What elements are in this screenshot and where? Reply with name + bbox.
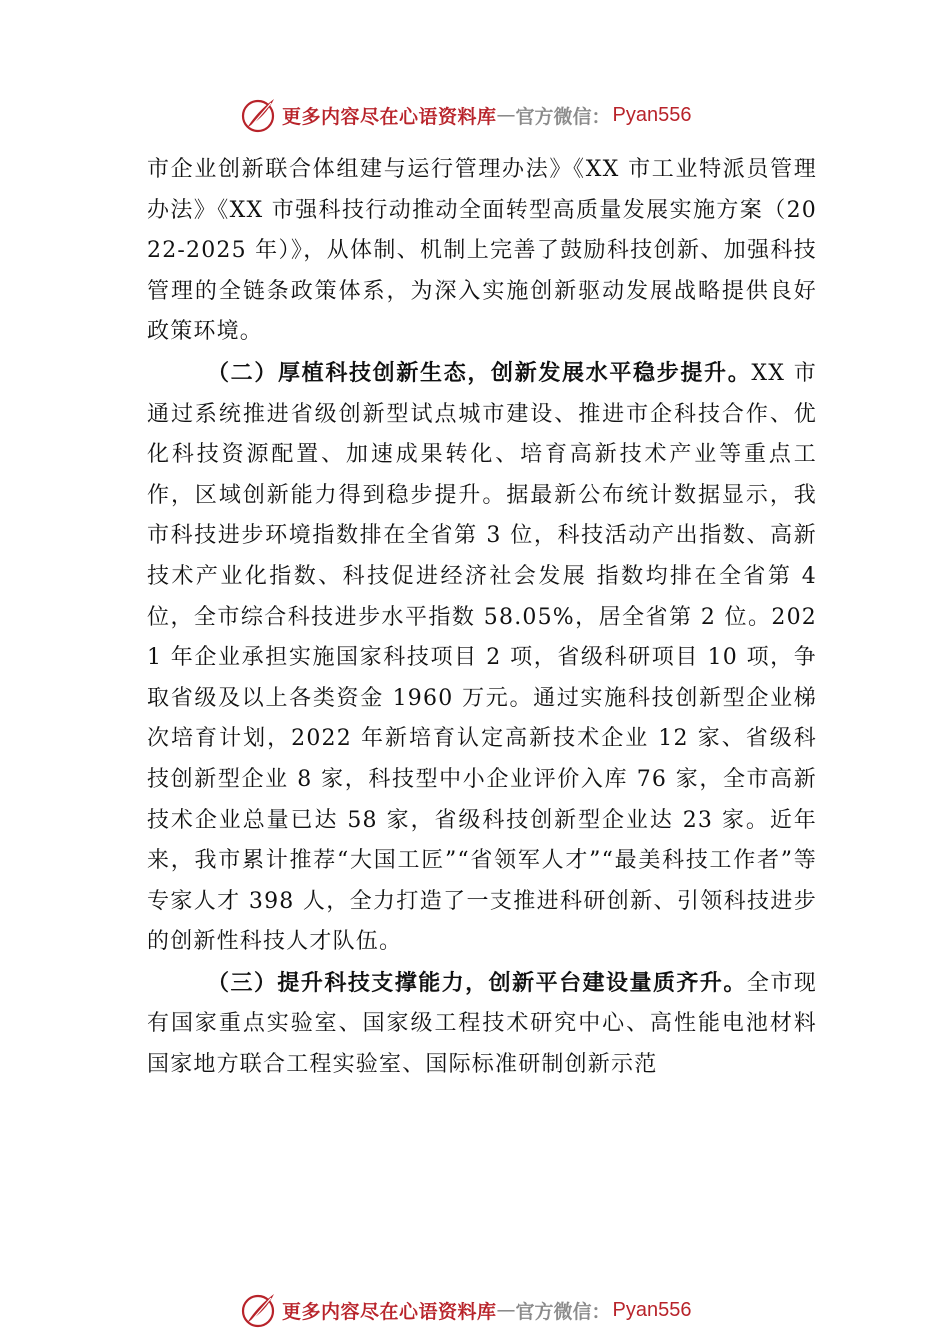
banner-dash: — <box>496 104 516 126</box>
paragraph-3-text: 全市现有国家重点实验室、国家级工程技术研究中心、高性能电池材料国家地方联合工程实验室、国际标准研制创新示范 <box>147 970 817 1078</box>
quill-logo-icon <box>238 1290 278 1330</box>
paragraph-2-heading: （二）厚植科技创新生态，创新发展水平稳步提升。 <box>207 359 752 386</box>
paragraph-3 <box>147 963 817 1086</box>
paragraph-2-text: XX 市通过系统推进省级创新型试点城市建设、推进市企科技合作、优化科技资源配置、加速成果转化、培育高新技术产业等重点工作，区域创新能力得到稳步提升。据最新公布统计数据显示，我市科技进步环境指数排在全省第 3 位，科技活动产出指数、高新技术产业化指数、科技促进经济社会发展 指数均排在全省第 4 位，全市综合科技进步水平指数 58.05%，居全省第 2 位。2021 年企业承担实施国家科技项目 2 项，省级科研项目 10 项，争取省级及以上各类资金 1960 万元。通过实施科技创新型企业梯次培育计划，2022 年新培育认定高新技术企业 12 家、省级科技创新型企业 8 家，科技型中小企业评价入库 76 家，全市高新技术企业总量已达 58 家，省级科技创新型企业达 23 家。近年来，我市累计推荐“大国工匠”“省领军人才”“最美科技工作者”等专家人才 398 人，全力打造了一支推进科研创新、引领科技进步的创新性科技人才队伍。 <box>147 360 817 955</box>
quill-logo-icon <box>238 95 278 135</box>
footer-dash: — <box>496 1299 516 1321</box>
paragraph-1-text: 市企业创新联合体组建与运行管理办法》《XX 市工业特派员管理办法》《XX 市强科技行动推动全面转型高质量发展实施方案（2022-2025 年）》，从体制、机制上完善了鼓励科技创新、加强科技管理的全链条政策体系，为深入实施创新驱动发展战略提供良好政策环境。 <box>147 157 817 345</box>
banner-wechat-id: Pyan556 <box>612 103 692 126</box>
document-body <box>147 150 817 1086</box>
banner-wechat-label: 官方微信： <box>515 105 611 128</box>
paragraph-3-heading: （三）提升科技支撑能力，创新平台建设量质齐升。 <box>207 969 747 996</box>
footer-wechat-label: 官方微信： <box>515 1300 611 1323</box>
footer-wechat-id: Pyan556 <box>612 1298 692 1321</box>
paragraph-2 <box>147 353 817 963</box>
paragraph-1 <box>147 150 817 353</box>
banner-library-text: 更多内容尽在心语资料库 <box>282 105 497 128</box>
footer-library-text: 更多内容尽在心语资料库 <box>282 1300 497 1323</box>
footer-banner <box>238 1290 692 1330</box>
header-banner <box>238 95 692 135</box>
